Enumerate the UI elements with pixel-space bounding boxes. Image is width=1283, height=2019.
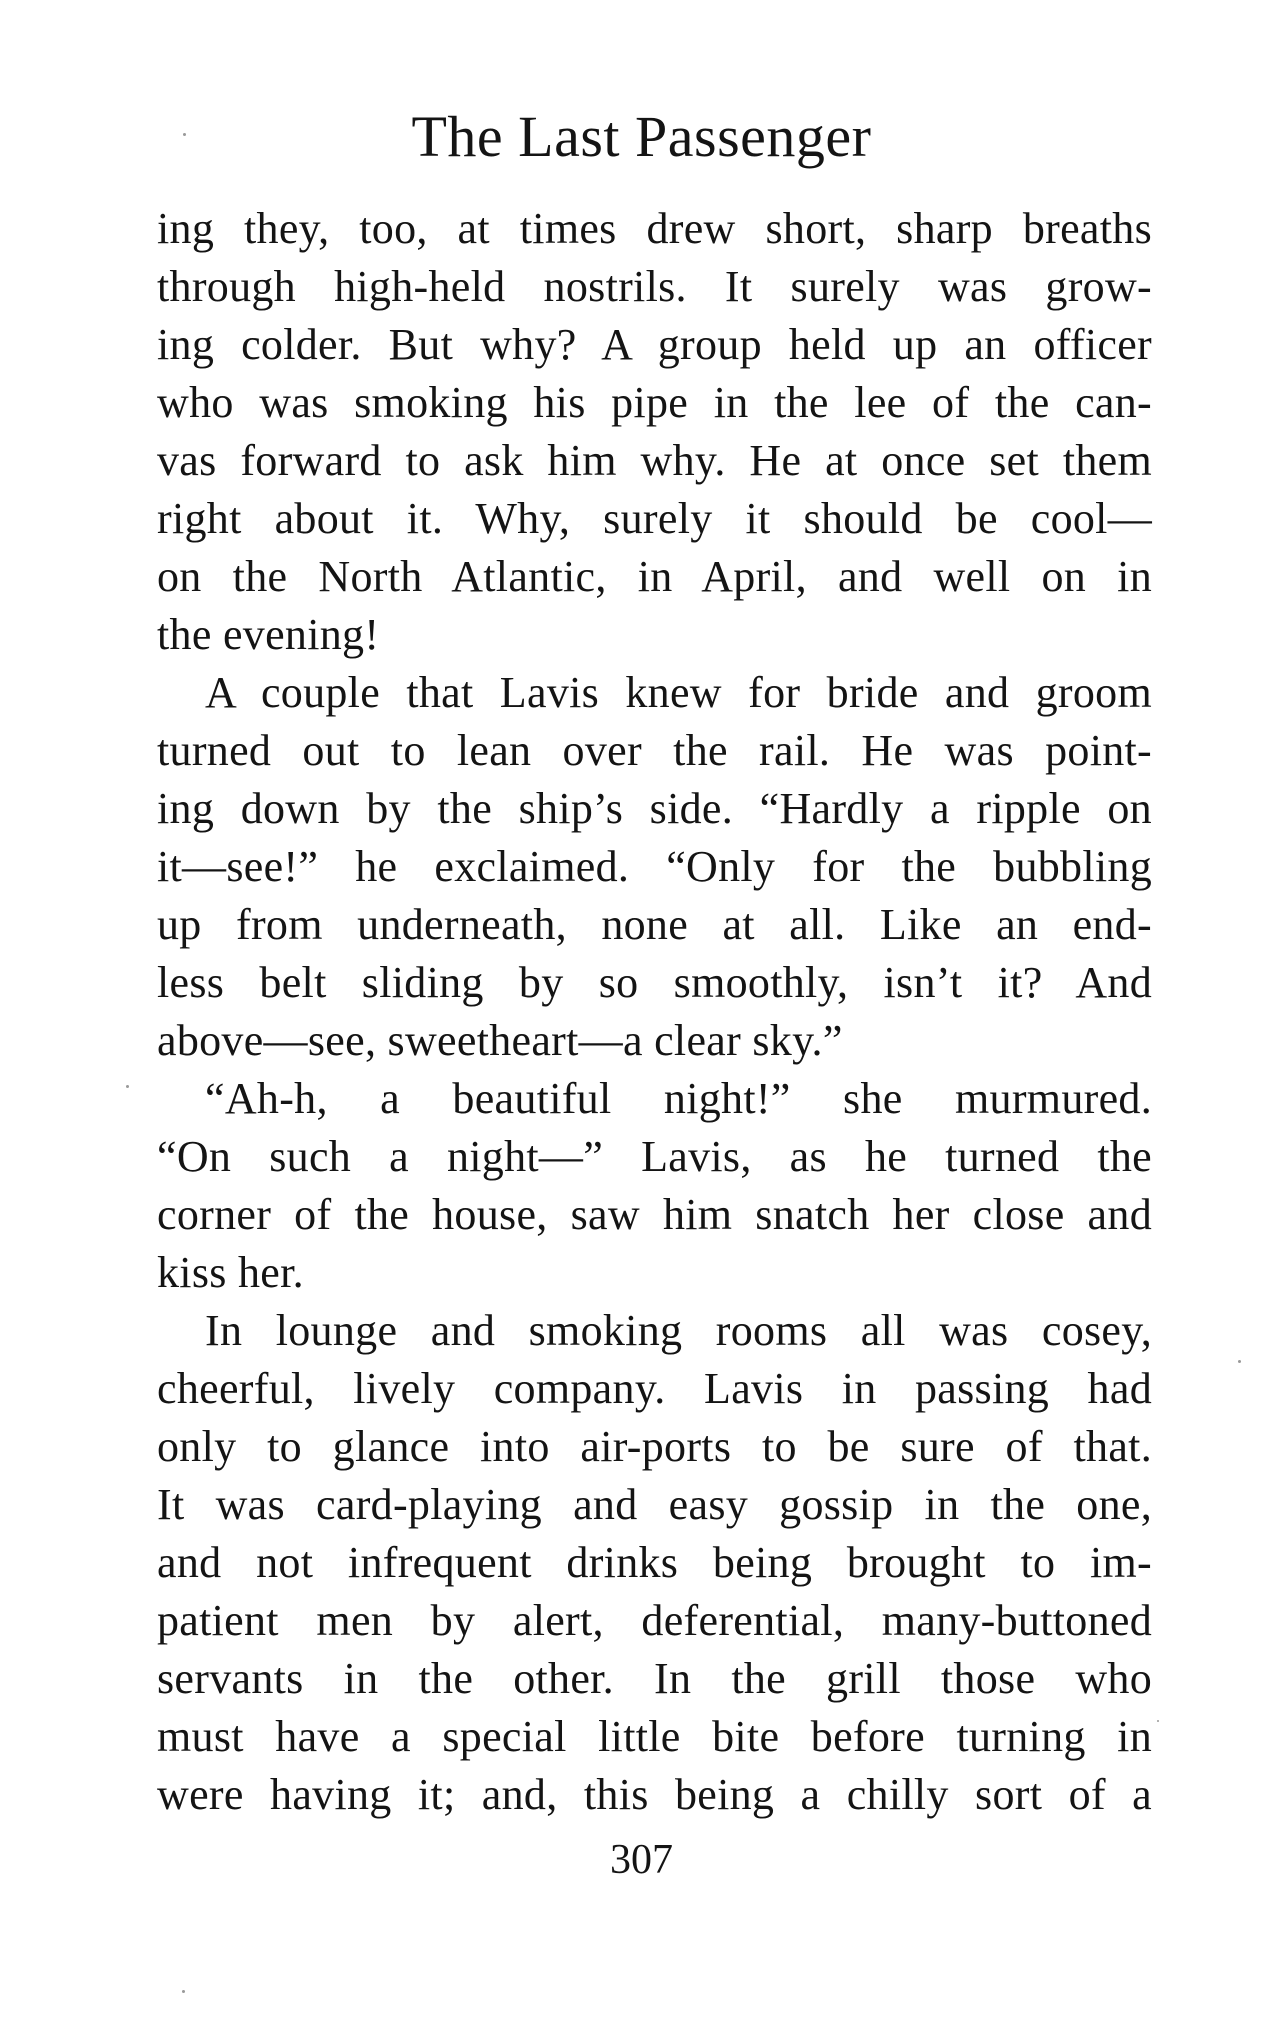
text-line: corner of the house, saw him snatch her close and	[157, 1190, 1152, 1239]
text-line: on the North Atlantic, in April, and well on in	[157, 552, 1152, 601]
scan-speck	[183, 133, 186, 136]
text-line: A couple that Lavis knew for bride and groom	[205, 668, 1152, 717]
text-line: less belt sliding by so smoothly, isn’t it? And	[157, 958, 1152, 1007]
text-line: it—see!” he exclaimed. “Only for the bubbling	[157, 842, 1152, 891]
scan-speck	[182, 1990, 185, 1993]
body-text	[157, 200, 1152, 1824]
text-line: patient men by alert, deferential, many-buttoned	[157, 1596, 1152, 1645]
text-line: It was card-playing and easy gossip in the one,	[157, 1480, 1152, 1529]
text-line: up from underneath, none at all. Like an end-	[157, 900, 1152, 949]
text-line: above—see, sweetheart—a clear sky.”	[157, 1016, 843, 1065]
text-line: kiss her.	[157, 1248, 304, 1297]
page-number: 307	[610, 1837, 673, 1883]
text-line: only to glance into air-ports to be sure of that.	[157, 1422, 1152, 1471]
scan-speck	[126, 1085, 129, 1088]
running-head: The Last Passenger	[411, 104, 872, 169]
text-line: the evening!	[157, 610, 380, 659]
text-line: “Ah-h, a beautiful night!” she murmured.	[205, 1074, 1152, 1123]
text-line: vas forward to ask him why. He at once set them	[157, 436, 1152, 485]
scan-speck	[1238, 1360, 1241, 1363]
text-line: cheerful, lively company. Lavis in passing had	[157, 1364, 1152, 1413]
text-line: must have a special little bite before turning in	[157, 1712, 1152, 1761]
text-line: were having it; and, this being a chilly sort of a	[157, 1770, 1152, 1819]
text-line: servants in the other. In the grill those who	[157, 1654, 1152, 1703]
text-line: In lounge and smoking rooms all was cosey,	[205, 1306, 1152, 1355]
text-line: ing colder. But why? A group held up an officer	[157, 320, 1152, 369]
text-line: turned out to lean over the rail. He was point-	[157, 726, 1152, 775]
text-line: ing they, too, at times drew short, sharp breaths	[157, 204, 1152, 253]
text-line: through high-held nostrils. It surely was grow-	[157, 262, 1152, 311]
text-line: right about it. Why, surely it should be cool—	[157, 494, 1152, 543]
scan-speck	[1157, 1720, 1159, 1722]
text-line: who was smoking his pipe in the lee of the can-	[157, 378, 1152, 427]
text-line: ing down by the ship’s side. “Hardly a ripple on	[157, 784, 1152, 833]
text-line: “On such a night—” Lavis, as he turned the	[157, 1132, 1152, 1181]
text-line: and not infrequent drinks being brought to im-	[157, 1538, 1152, 1587]
